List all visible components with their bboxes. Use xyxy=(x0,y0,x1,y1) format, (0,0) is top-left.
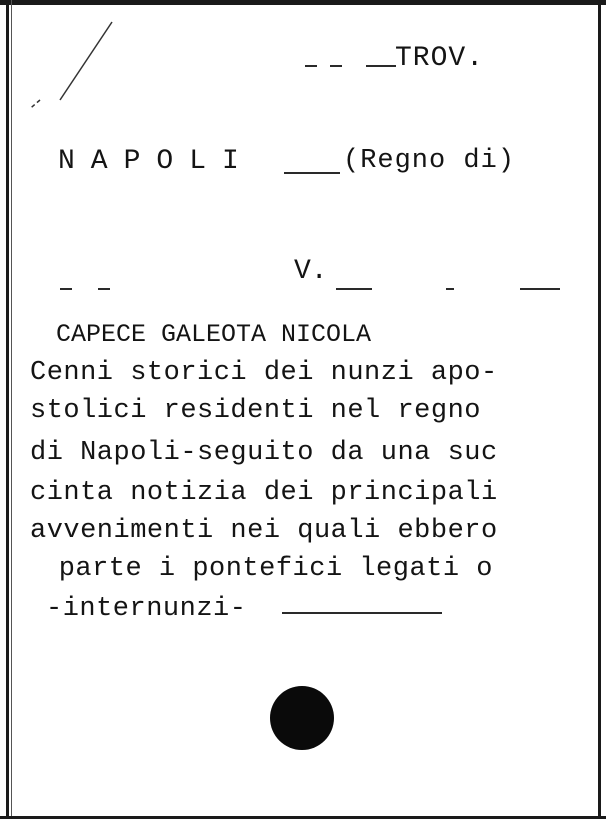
volume-dash-1 xyxy=(60,288,72,290)
card-right-border xyxy=(598,0,601,819)
title-line-6: parte i pontefici legati o xyxy=(42,554,493,584)
header-dash-1 xyxy=(305,65,317,67)
card-top-border xyxy=(0,0,606,5)
city-separator-dash xyxy=(284,172,340,174)
card-left-border xyxy=(6,0,9,819)
author-name: CAPECE GALEOTA NICOLA xyxy=(56,320,372,349)
collocation-mark: TROV. xyxy=(395,43,485,74)
volume-label: V. xyxy=(294,256,328,287)
volume-dash-5 xyxy=(520,288,560,290)
title-line-2: stolici residenti nel regno xyxy=(30,396,481,426)
trailing-dash xyxy=(282,612,442,614)
card-left-inner-border xyxy=(11,0,12,819)
city-heading: NAPOLI xyxy=(58,146,255,177)
title-line-7: -internunzi- xyxy=(46,594,247,624)
title-line-3: di Napoli-seguito da una suc xyxy=(30,438,498,468)
header-dash-3 xyxy=(366,65,396,67)
volume-dash-3 xyxy=(336,288,372,290)
title-line-5: avvenimenti nei quali ebbero xyxy=(30,516,498,546)
punch-hole xyxy=(270,686,334,750)
title-line-4: cinta notizia dei principali xyxy=(30,478,498,508)
volume-dash-2 xyxy=(98,288,110,290)
title-line-1: Cenni storici dei nunzi apo- xyxy=(30,358,498,388)
header-dash-2 xyxy=(330,65,342,67)
region-heading: (Regno di) xyxy=(343,146,516,176)
pen-stroke-mark xyxy=(30,8,190,118)
volume-dash-4 xyxy=(446,288,454,290)
